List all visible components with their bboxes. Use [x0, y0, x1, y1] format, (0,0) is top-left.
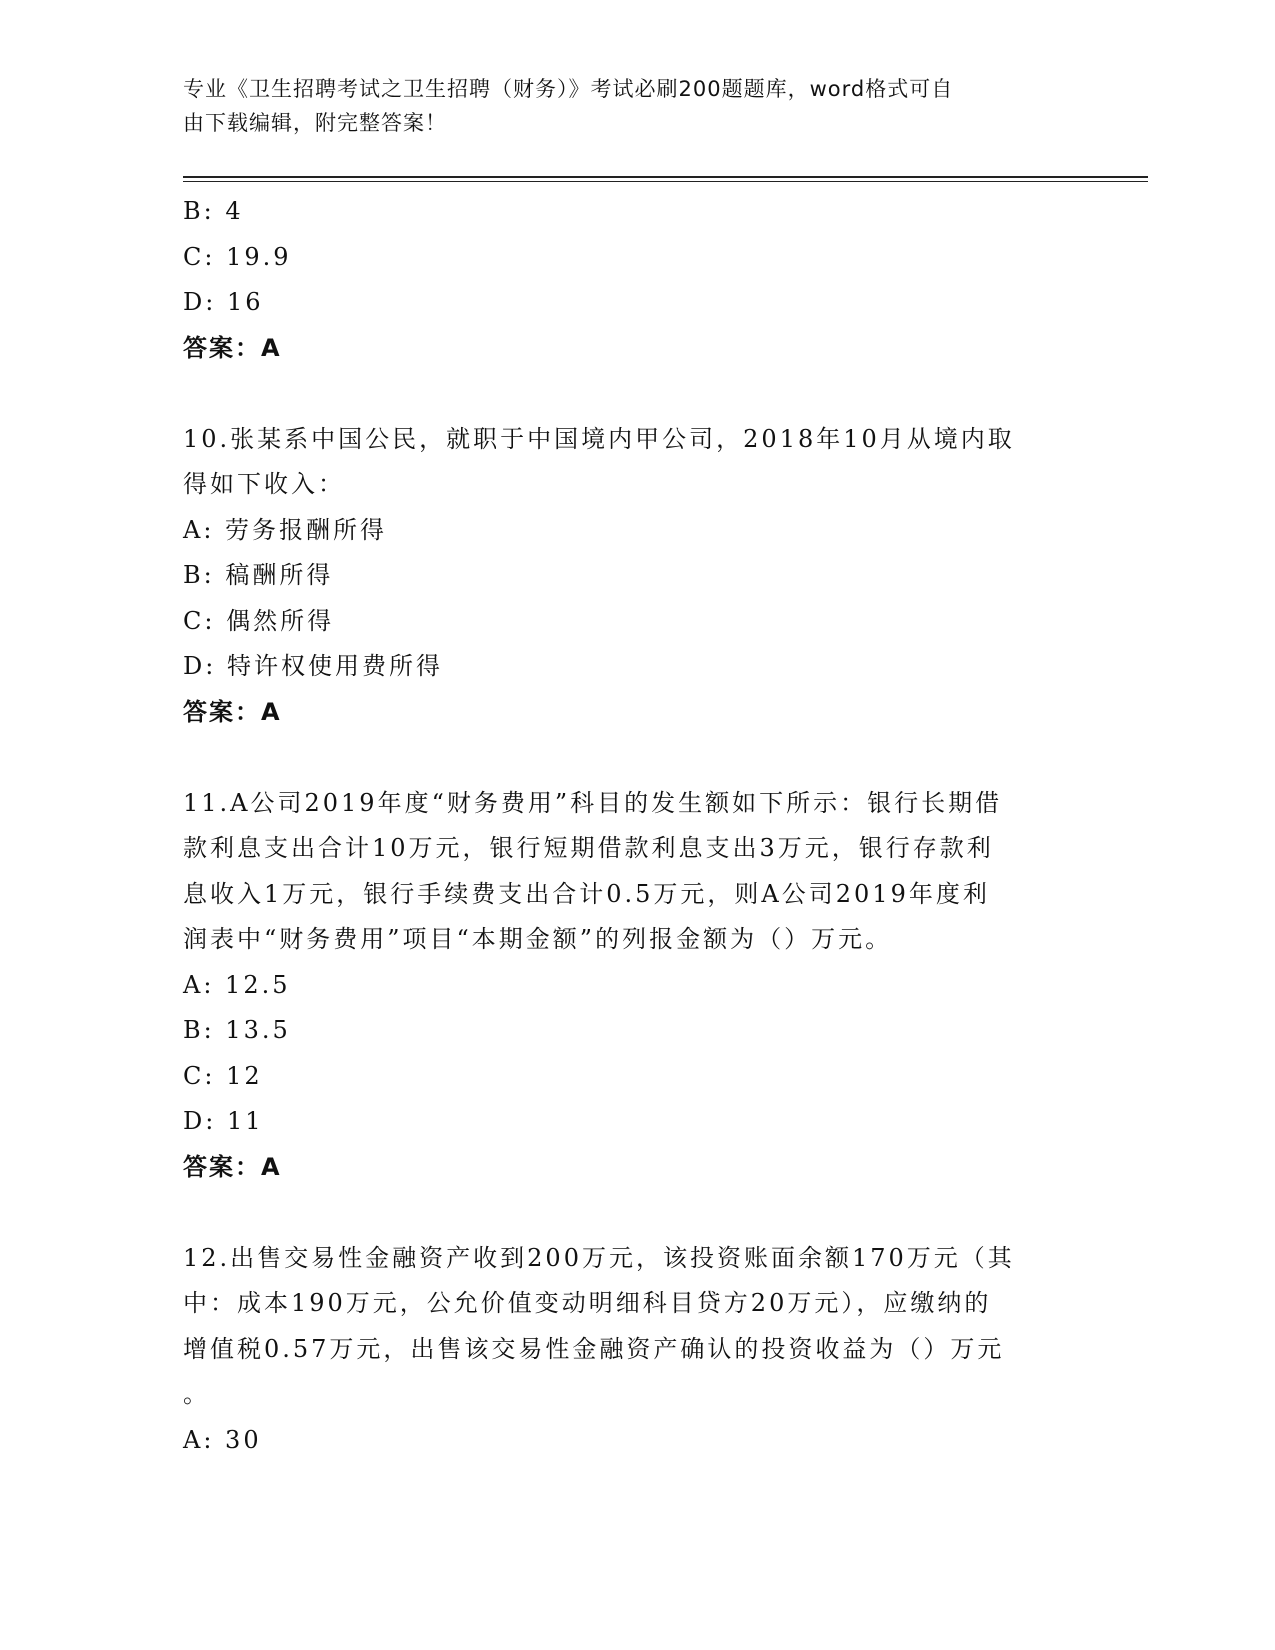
option-d: D: 16 — [183, 288, 264, 316]
question-stem-line: 息收入1万元，银行手续费支出合计0.5万元，则A公司2019年度利 — [183, 879, 990, 908]
question-content — [183, 189, 1083, 1463]
question-stem-line: 中：成本190万元，公允价值变动明细科目贷方20万元），应缴纳的 — [183, 1289, 992, 1317]
question-10 — [183, 417, 1083, 736]
option-c: C: 12 — [183, 1061, 263, 1090]
option-b: B: 13.5 — [183, 1016, 291, 1044]
question-11 — [183, 781, 1083, 1191]
option-b: B: 4 — [183, 197, 244, 225]
header-line-1: 专业《卫生招聘考试之卫生招聘（财务）》考试必刷200题题库，word格式可自 — [183, 77, 954, 101]
answer-label: 答案：A — [183, 333, 282, 362]
question-stem-line: 12.出售交易性金融资产收到200万元，该投资账面余额170万元（其 — [183, 1243, 1015, 1272]
option-d: D: 特许权使用费所得 — [183, 652, 443, 680]
question-stem-line: 。 — [183, 1380, 210, 1408]
question-stem-line: 润表中“财务费用”项目“本期金额”的列报金额为（）万元。 — [183, 925, 893, 953]
option-c: C: 偶然所得 — [183, 606, 335, 635]
question-stem-line: 增值税0.57万元，出售该交易性金融资产确认的投资收益为（）万元 — [183, 1334, 1005, 1363]
page-header — [183, 72, 1063, 140]
question-gap — [183, 1190, 1083, 1236]
question-gap — [183, 735, 1083, 781]
question-gap — [183, 371, 1083, 417]
question-9-tail — [183, 189, 1083, 371]
question-stem-line: 10.张某系中国公民，就职于中国境内甲公司，2018年10月从境内取 — [183, 424, 1015, 453]
header-divider-thin — [183, 181, 1148, 182]
answer-label: 答案：A — [183, 697, 282, 726]
header-line-2: 由下载编辑，附完整答案！ — [183, 111, 447, 135]
question-stem-line: 11.A公司2019年度“财务费用”科目的发生额如下所示：银行长期借 — [183, 788, 1003, 817]
option-b: B: 稿酬所得 — [183, 561, 334, 589]
answer-label: 答案：A — [183, 1152, 282, 1181]
option-a: A: 30 — [183, 1425, 262, 1454]
option-c: C: 19.9 — [183, 242, 292, 271]
question-stem-line: 得如下收入： — [183, 470, 345, 498]
header-divider-thick — [183, 176, 1148, 178]
option-d: D: 11 — [183, 1107, 264, 1135]
question-12 — [183, 1236, 1083, 1464]
option-a: A: 12.5 — [183, 970, 291, 999]
question-stem-line: 款利息支出合计10万元，银行短期借款利息支出3万元，银行存款利 — [183, 834, 994, 862]
option-a: A: 劳务报酬所得 — [183, 515, 388, 544]
